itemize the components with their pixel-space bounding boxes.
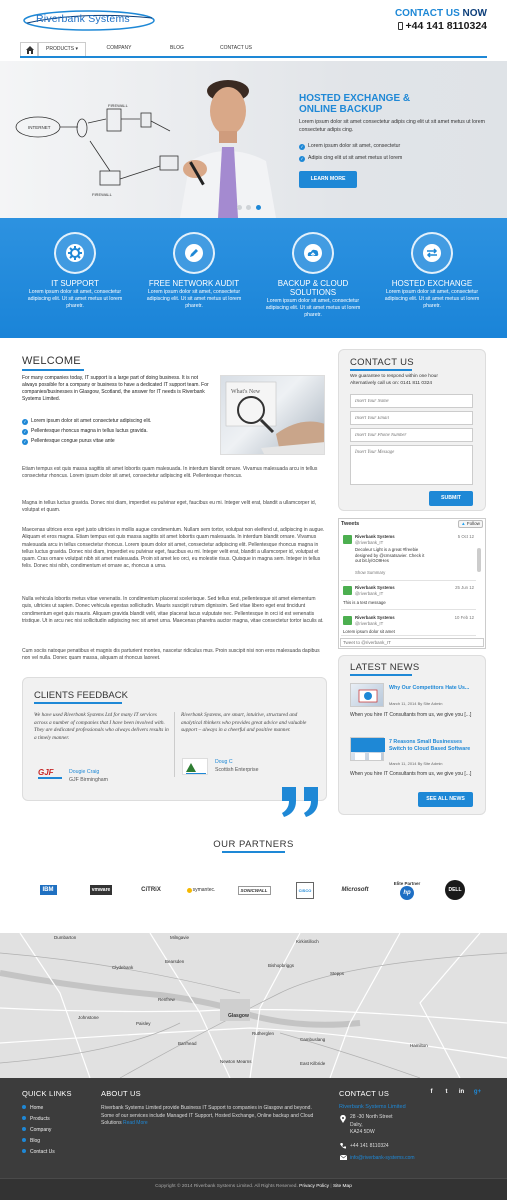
map-label: Paisley xyxy=(136,1021,151,1026)
partner-logo-citrix: CiTRiX xyxy=(141,887,161,893)
header-phone[interactable]: +44 141 8110324 xyxy=(398,20,487,32)
feature-desc: Lorem ipsum dolor sit amet, consectetur adipiscing elit. Ut sit amet metus ut lorem pharetr. xyxy=(27,289,123,309)
footer-about-title: ABOUT US xyxy=(101,1089,141,1098)
check-icon: ✓ xyxy=(23,429,27,434)
welcome-bullet: ✓ Pellentesque rhoncus magna in tellus luctus gravida. xyxy=(23,428,148,434)
tweet-handle: @riverbank_IT xyxy=(355,540,384,545)
map-label: East Kilbride xyxy=(300,1061,326,1066)
learn-more-button[interactable]: LEARN MORE xyxy=(299,171,357,188)
main-nav xyxy=(20,42,487,58)
cloud-upload-icon xyxy=(292,232,334,274)
partner-logo-symantec: symantec. xyxy=(180,878,222,902)
title-underline xyxy=(34,702,122,704)
tweet-text: This is a test message xyxy=(343,600,386,605)
welcome-paragraph: Nulla vehicula lobortis metus vitae venenatis. In condimentum placerat scelerisque. Sed tellus erat, pellentesque sit amet elementum quis, ultricies ut sapien. Donec vehicula egestas sollicitudin. Mauris suscipit rutrum dignissim. Sed vitae libero eget erat tincidunt condimentum eget quis mauris. Aliquam gravida blandit velit, vitae placerat lacus vulputate nec. Pellentesque in orci id est venenatis tristique. Ut in arcu nec nisi sollicitudin adipiscing nec sit amet urna. Maecenas pharetra auctor magna, vitae consectetur tortor iaculis at. xyxy=(22,596,324,624)
testimonial-org: GJF Birmingham xyxy=(69,777,108,783)
hero-image xyxy=(0,61,507,218)
map-label: Rutherglen xyxy=(252,1031,275,1036)
footer-link-contact[interactable]: Contact Us xyxy=(22,1149,55,1155)
tweets-scrollbar[interactable] xyxy=(477,548,481,572)
news-item-title[interactable]: Why Our Competitors Hate Us... xyxy=(389,685,470,691)
map-label: Renfrew xyxy=(158,997,175,1002)
welcome-title: WELCOME xyxy=(22,355,81,367)
testimonial-name: Dougie Craig xyxy=(69,769,100,775)
name-input[interactable] xyxy=(350,394,473,408)
logo-text[interactable]: Riverbank Systems xyxy=(36,13,130,25)
partner-logo-cisco: CISCO xyxy=(293,878,317,902)
map-label: Stepps xyxy=(330,971,345,976)
footer-phone[interactable]: +44 141 8110324 xyxy=(350,1143,389,1149)
title-underline xyxy=(350,674,412,676)
slider-dot[interactable] xyxy=(246,205,251,210)
avatar xyxy=(343,535,352,544)
latest-news-box xyxy=(338,655,486,815)
location-map[interactable] xyxy=(0,933,507,1078)
footer-company-name: Riverbank Systems Limited xyxy=(339,1104,406,1110)
twitter-bird-icon: ▲ xyxy=(461,521,466,526)
map-label: Clydebank xyxy=(112,965,134,970)
contact-box-info: We guarantee to respond within one hour Alternatively call us on: 0141 811 0324 xyxy=(350,374,438,386)
sketch-label-firewall: FIREWALL xyxy=(108,103,128,108)
partners-title: OUR PARTNERS xyxy=(213,839,294,850)
pencil-icon xyxy=(173,232,215,274)
tweet-text: Decoleur Light is a great #freebie designed by @cmsatsavier. Check it out bit.ly/GO9Hes xyxy=(355,547,425,563)
mobile-phone-icon xyxy=(398,22,403,30)
news-thumbnail[interactable] xyxy=(350,737,384,761)
nav-home[interactable] xyxy=(20,42,38,56)
partner-logo-hp: Elite Partner hp xyxy=(391,878,423,902)
facebook-icon[interactable]: f xyxy=(430,1089,433,1095)
divider xyxy=(174,712,175,777)
welcome-paragraph: Maecenas ultrices eros eget justo ultricies in mollis augue condimentum. Nullam sem tortor, volutpat non eleifend ut, adipiscing in augue. Aliquam et eros magna. Etiam tempus est quis massa sagittis sit amet lobortis quam malesuada. In interdum blandit ornare. Vivamus malesuada arcu in tellus consectetur rhoncus. Lorem ipsum dolor sit amet, consectetur adipiscing elit. Pellentesque rhoncus magna in tellus luctus gravida. Donec nisi diam, imperdiet eu pulvinar eget, faucibus eu mi. Integer velit erat, blandit a ullamcorper id, volutpat et quam. Cras ornare volutpat nibh sit amet malesuada. Proin sit amet leo orci, eu molestie risus. Quisque in magna sem. Integer in tellus felis. Donec nisi nibh, condimentum et ornare ac, rhoncus a urna. xyxy=(22,527,325,570)
feature-title: HOSTED EXCHANGE xyxy=(391,279,473,288)
check-icon: ✓ xyxy=(300,156,304,161)
partner-logo-sonicwall: SONICWALL xyxy=(236,878,272,902)
contact-box-title: CONTACT US xyxy=(350,357,414,368)
map-label: Bishopbriggs xyxy=(268,963,295,968)
linkedin-icon[interactable]: in xyxy=(458,1089,465,1095)
welcome-bullet: ✓ Lorem ipsum dolor sit amet consectetur adipiscing elit. xyxy=(23,418,152,424)
testimonial-text: Riverbank Systems, are smart, intuitive, structured and analytical thinkers who provides great advice and valuable support – always in a cheerful and positive manner. xyxy=(181,712,307,733)
feature-title: BACKUP & CLOUD SOLUTIONS xyxy=(277,279,349,297)
nav-products[interactable]: PRODUCTS ▾ xyxy=(38,42,86,56)
header-contact-label: CONTACT US NOW xyxy=(394,8,487,19)
nav-company[interactable]: COMPANY xyxy=(93,42,145,56)
check-icon: ✓ xyxy=(300,144,304,149)
news-thumbnail[interactable] xyxy=(350,683,384,707)
map-label: Cambuslang xyxy=(300,1037,326,1042)
footer-bottom-bar xyxy=(0,1178,507,1200)
footer-address: 28 -30 North Street Dalry, KA24 5DW xyxy=(350,1114,393,1135)
welcome-image xyxy=(220,375,325,455)
news-item-title[interactable]: 7 Reasons Small Businesses Switch to Cloud Based Software xyxy=(389,739,471,752)
welcome-bullet: ✓ Pellentesque congue purus vitae ante xyxy=(23,438,115,444)
tweet-handle: @riverbank_IT xyxy=(355,621,384,626)
map-label-glasgow: Glasgow xyxy=(228,1013,249,1019)
tweet-input[interactable] xyxy=(340,638,484,647)
feedback-title: CLIENTS FEEDBACK xyxy=(34,690,128,701)
nav-contact-us[interactable]: CONTACT US xyxy=(207,42,265,56)
tweet-author: Riverbank Systems xyxy=(355,585,395,590)
tweet-date: 10 Feb 12 xyxy=(454,615,474,620)
feature-it-support[interactable] xyxy=(20,232,130,310)
news-title: LATEST NEWS xyxy=(350,662,420,673)
tweet-handle: @riverbank_IT xyxy=(355,591,384,596)
phone-input[interactable] xyxy=(350,428,473,442)
phone-icon xyxy=(340,1143,346,1149)
email-icon xyxy=(340,1155,347,1160)
title-underline xyxy=(22,369,84,371)
privacy-policy-link[interactable]: Privacy Policy xyxy=(299,1184,330,1189)
partner-logo-vmware: vmware xyxy=(91,887,111,893)
footer-link-products[interactable]: Products xyxy=(22,1116,50,1122)
footer-quick-links-title: QUICK LINKS xyxy=(22,1089,72,1098)
read-more-link[interactable]: Read More xyxy=(122,1120,148,1126)
welcome-paragraph: Etiam tempus est quis massa sagittis sit amet lobortis quam malesuada. In interdum blandit ornare. Vivamus malesuada arcu in tellus consectetur rhoncus. Lorem ipsum dolor sit amet, consectetur adipiscing elit. Pellentesque rhoncus. xyxy=(22,466,318,480)
map-label: Dumbarton xyxy=(54,935,77,940)
footer-link-company[interactable]: Company xyxy=(22,1127,51,1133)
tweet-item[interactable] xyxy=(341,612,476,636)
news-item-date: March 11, 2014 By Site Admin xyxy=(389,761,443,766)
tweet-item[interactable] xyxy=(341,582,476,610)
feature-desc: Lorem ipsum dolor sit amet, consectetur adipiscing elit. Ut sit amet metus ut lorem pharetr. xyxy=(384,289,480,309)
news-item-excerpt: When you hire IT Consultants from us, we give you [...] xyxy=(350,771,472,777)
title-underline xyxy=(222,851,285,853)
map-label: Hamilton xyxy=(410,1043,428,1048)
sketch-label-internet: INTERNET xyxy=(28,125,51,130)
map-label: Johnstone xyxy=(78,1015,99,1020)
feature-backup-cloud[interactable] xyxy=(258,232,368,319)
feature-title: FREE NETWORK AUDIT xyxy=(148,279,240,288)
scottish-enterprise-logo xyxy=(182,758,208,775)
tweet-show-summary[interactable]: Show Summary xyxy=(355,570,386,575)
tweet-item[interactable] xyxy=(341,531,476,581)
tweet-date: 25 Jun 12 xyxy=(455,585,474,590)
feature-title: IT SUPPORT xyxy=(51,279,99,288)
map-label: Newton Mearns xyxy=(220,1059,252,1064)
tweets-title: Tweets xyxy=(341,521,360,527)
feature-hosted-exchange[interactable] xyxy=(377,232,487,310)
hero-bullet: ✓ Lorem ipsum dolor sit amet, consectetur xyxy=(300,143,401,149)
welcome-paragraph: Magna in tellus luctus gravida. Donec nisi diam, imperdiet eu pulvinar eget, faucibus eu mi. Integer velit erat, blandit a ullamcorper id, volutpat et quam. xyxy=(22,500,317,514)
partner-logo-ibm: IBM xyxy=(30,878,66,902)
see-all-news-button[interactable]: SEE ALL NEWS xyxy=(418,792,473,807)
hero-bullet: ✓ Adipis cing elit ut sit amet metus ut lorem xyxy=(300,155,403,161)
sketch-label-firewall-2: FIREWALL xyxy=(92,192,112,197)
check-icon: ✓ xyxy=(23,419,27,424)
location-pin-icon xyxy=(340,1115,346,1123)
avatar xyxy=(343,586,352,595)
copyright: Copyright © 2014 Riverbank Systems Limited. All Rights Reserved. Privacy Policy | Site Map xyxy=(155,1184,352,1189)
welcome-paragraph: Cum sociis natoque penatibus et magnis dis parturient montes, nascetur ridiculus mus. Proin suscipit nisi non eros malesuada dapibus non vel nulla. Donec quam massa, aliquam at rhoncus laoreet. xyxy=(22,648,320,662)
testimonial-text: We have used Riverbank Systems Ltd for many IT services across a number of companies that I have been involved with. They are dedicated professionals who always delivers results in a timely manner. xyxy=(34,712,169,741)
twitter-icon[interactable]: t xyxy=(445,1089,448,1095)
gear-icon xyxy=(54,232,96,274)
site-map-link[interactable]: Site Map xyxy=(332,1184,352,1189)
map-label: Bearsden xyxy=(165,959,185,964)
submit-button[interactable]: SUBMIT xyxy=(429,491,473,506)
title-underline xyxy=(350,369,412,371)
feature-desc: Lorem ipsum dolor sit amet, consectetur adipiscing elit. Ut sit amet metus ut lorem pharetr. xyxy=(265,298,361,318)
feature-desc: Lorem ipsum dolor sit amet, consectetur adipiscing elit. Ut sit amet metus ut lorem pharetr. xyxy=(146,289,242,309)
welcome-image-caption: What's New xyxy=(231,389,261,395)
testimonial-org: Scottish Enterprise xyxy=(215,767,259,773)
tweet-author: Riverbank Systems xyxy=(355,534,395,539)
nav-blog[interactable]: BLOG xyxy=(158,42,196,56)
news-item-excerpt: When you hire IT Consultants from us, we give you [...] xyxy=(350,712,472,718)
footer-about-text: Riverbank Systems Limited provide Business IT Support to companies in Glasgow and beyond. Some of our services include Managed IT Support, Hosted Exchange, Online backup and Cloud Solutions Read More xyxy=(101,1105,314,1126)
slider-dot-active[interactable] xyxy=(256,205,261,210)
feature-network-audit[interactable] xyxy=(139,232,249,310)
tweet-author: Riverbank Systems xyxy=(355,615,395,620)
hp-logo-icon: hp xyxy=(400,886,414,900)
tweet-text: Lorem ipsum dolor sit amet xyxy=(343,629,395,634)
avatar xyxy=(343,616,352,625)
testimonial-name: Doug C xyxy=(215,759,233,765)
hero-text: Lorem ipsum dolor sit amet consectetur adipis cing elit ut sit amet metus ut lorem consectetur adipis cing. xyxy=(299,119,485,133)
footer-email[interactable]: info@riverbank-systems.com xyxy=(350,1155,415,1161)
tweet-date: 5 Oct 12 xyxy=(457,534,474,539)
check-icon: ✓ xyxy=(23,439,27,444)
email-input[interactable] xyxy=(350,411,473,425)
footer-contact-title: CONTACT US xyxy=(339,1089,390,1098)
hero-slider xyxy=(0,61,507,218)
footer-link-blog[interactable]: Blog xyxy=(22,1138,40,1144)
map-label: Barrhead xyxy=(178,1041,197,1046)
gjf-logo: GJF xyxy=(38,768,62,783)
slider-dot[interactable] xyxy=(237,205,242,210)
home-icon xyxy=(26,46,34,54)
footer-link-home[interactable]: Home xyxy=(22,1105,43,1111)
partner-logo-microsoft: Microsoft xyxy=(341,887,369,893)
message-textarea[interactable] xyxy=(350,445,473,485)
hero-title: HOSTED EXCHANGE & ONLINE BACKUP xyxy=(299,93,411,115)
twitter-follow-button[interactable]: ▲ Follow xyxy=(458,520,483,528)
map-label: Kirkintilloch xyxy=(296,939,319,944)
google-plus-icon[interactable]: g+ xyxy=(473,1089,482,1095)
exchange-arrows-icon xyxy=(411,232,453,274)
quote-mark-icon xyxy=(280,787,322,817)
news-item-date: March 11, 2014 By Site Admin xyxy=(389,701,443,706)
partner-logo-dell: DELL xyxy=(430,878,480,902)
map-label: Milngavie xyxy=(170,935,190,940)
welcome-intro: For many companies today, IT support is a large part of doing business. It is not always possible for a company or business to have a dedicated IT support team. For companies/businesses in Glasgow, Scotland, the answer for IT needs is Riverbank Systems Limited. xyxy=(22,375,209,402)
